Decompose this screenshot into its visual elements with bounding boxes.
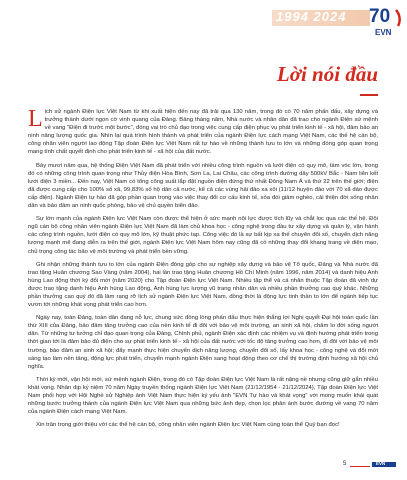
page-header <box>0 0 407 46</box>
title-underline <box>360 94 378 96</box>
footer-rule <box>350 466 370 467</box>
page-title: Lời nói đầu <box>276 62 378 86</box>
evn-70-logo <box>368 6 402 40</box>
logo-number: 70 <box>369 6 391 27</box>
foreword-body <box>28 108 378 434</box>
dropcap-letter: L <box>28 106 43 132</box>
logo-brand: EVN <box>375 28 392 37</box>
paragraph: Bảy mươi năm qua, hệ thống Điện Việt Nam đã phát triển với nhiều công trình nguồn và lưới điện có quy mô, tầm vóc lớn, trong đó có những công trình quan trọng như Thủy điện Hòa Bình, Sơn La, Lai Châu, các công trình đường dây 500kV Bắc - Nam liên kết lưới điện 3 miền... Đến nay, Việt Nam có tổng công suất lắp đặt nguồn điện đứng thứ nhất Đông Nam Á và thứ 22 trên thế giới; điện đã được cung cấp cho 100% số xã, 99,83% số hộ dân cả nước, kể cả các vùng hải đảo xa xôi (11/12 huyện đảo với 70 xã đảo được cấp điện). Ngành Điện tự hào đã góp phần quan trọng vào việc thay đổi cơ cấu kinh tế, xóa đói giảm nghèo, cải thiện đời sống nhân dân và bảo đảm an ninh quốc phòng, bảo vệ chủ quyền biển đảo. <box>28 162 378 210</box>
paragraph: Xin trân trọng giới thiệu với các thế hệ cán bộ, công nhân viên ngành Điện lực Việt Nam cùng toàn thể Quý bạn đọc! <box>36 422 340 429</box>
footer-brand: EVN <box>376 461 386 466</box>
anniversary-text: 1994 2024 <box>276 9 347 24</box>
paragraph: Ghi nhận những thành tựu to lớn của ngành Điện đóng góp cho sự nghiệp xây dựng và bảo vệ Tổ quốc, Đảng và Nhà nước đã trao tặng Huân chương Sao Vàng (năm 2004), hai lần trao tặng Huân chương Hồ Chí Minh (năm 1996, năm 2014) và danh hiệu Anh hùng Lao động thời kỳ đổi mới (năm 2020) cho Tập đoàn Điện lực Việt Nam. Nhiều tập thể và cá nhân thuộc Tập đoàn đã vinh dự được trao tặng danh hiệu Anh hùng Lao động, Anh hùng lực lượng vũ trang nhân dân và nhiều phần thưởng cao quý khác. Những phần thưởng cao quý đó đã làm rạng rỡ lịch sử ngành Điện lực Việt Nam, đồng thời là động lực tinh thần to lớn để ngành tiếp tục vươn tới những khát vọng phát triển cao hơn. <box>28 261 378 309</box>
paragraph: Sự lớn mạnh của ngành Điện lực Việt Nam còn được thể hiện ở sức mạnh nội lực được tích lũy và chắt lọc qua các thế hệ. Đội ngũ cán bộ công nhân viên ngành Điện lực Việt Nam đã làm chủ khoa học - công nghệ trong đầu tư xây dựng và quản lý, vận hành các công trình nguồn, lưới điện có quy mô lớn, kỹ thuật phức tạp. Công việc đó là sự bất kịp xa thế chuyên đổi số, chuyển dịch năng lượng mạnh mẽ đang diễn ra trên thế giới, ngành Điện lực Việt Nam hôm nay cũng đã có những thay đổi khang trang về diện mạo, chủ trọng công tác bảo vệ môi trường và phát triển bền vững. <box>28 216 378 255</box>
paragraph: Ngày nay, toàn Đảng, toàn dân đang nỗ lực, chung sức đồng lòng phấn đấu thực hiện thắng lợi Nghị quyết Đại hội toàn quốc lần thứ XIII của Đảng, bảo đảm tăng trưởng cao của nền kinh tế đi đôi với bảo vệ môi trường, an sinh xã hội, chăm lo đời sống người dân. Từ những tư tưởng chỉ đạo quan trọng của Đảng, Chính phủ, ngành Điện xác định các nhiệm vụ và định hướng phát triển trong thời gian tới là đảm bảo đủ điện cho sự phát triển kinh tế - xã hội của đất nước với tốc độ tăng trưởng cao hơn, đi đôi với bảo vệ môi trường, bảo đảm an sinh xã hội; đẩy mạnh thực hiện chuyển dịch năng lượng, chuyển đổi số, lấy khoa học - công nghệ và đổi mới sáng tạo làm nền tảng, động lực phát triển, chuyển mạnh ngành Điện sang hoạt động theo cơ chế thị trường định hướng xã hội chủ nghĩa. <box>28 315 378 370</box>
footer-brand-badge <box>372 462 396 467</box>
paragraph: Thời kỳ mới, vận hội mới, sứ mệnh ngành Điện, trong đó có Tập đoàn Điện lực Việt Nam là rất nặng nề nhưng cũng giữ gắn nhiều khát vọng. Nhân dịp kỷ niệm 70 năm Ngày truyền thống ngành Điện lực Việt Nam (21/12/1954 - 21/12/2024), Tập đoàn Điện lực Việt Nam phối hợp với Hội Nghề sử Nghiệp ảnh Việt Nam thực hiện ký yếu ảnh "EVN Tự hào và khát vọng" với mong muốn khái quát những bước trưởng thành của ngành Điện lực Việt Nam qua những bức ảnh đẹp, chọn lọc phản ánh bước đường về vang 70 năm của ngành Điện cách mạng Việt Nam. <box>28 376 378 416</box>
anniversary-banner <box>272 10 370 26</box>
page-number: 5 <box>343 461 347 467</box>
paragraph: Lịch sử ngành Điện lực Việt Nam từ khi xuất hiện đến nay đã trải qua 130 năm, trong đó có 70 năm phấn đấu, xây dựng và trưởng thành dưới ngọn cờ vinh quang của Đảng. Bảng tháng năm, Nhà nước và nhân dân đã trao cho ngành Điện sứ mệnh về vang "Điện đi trước một bước", đóng vai trò chủ đạo trong việc cung cấp điện phục vụ phát triển kinh tế - xã hội, đảm bảo an ninh năng lượng quốc gia. Nhìn lại quá trình hình thành và phát triển của ngành Điện lực cách mạng Việt Nam, các thế hệ cán bộ, công nhân viên người lao động Tập đoàn Điện lực Việt Nam rất tự hào về những thành tựu to lớn và những đóng góp quan trọng mang tính chất quyết định cho phát triển kinh tế - xã hội của đất nước. <box>28 106 378 156</box>
